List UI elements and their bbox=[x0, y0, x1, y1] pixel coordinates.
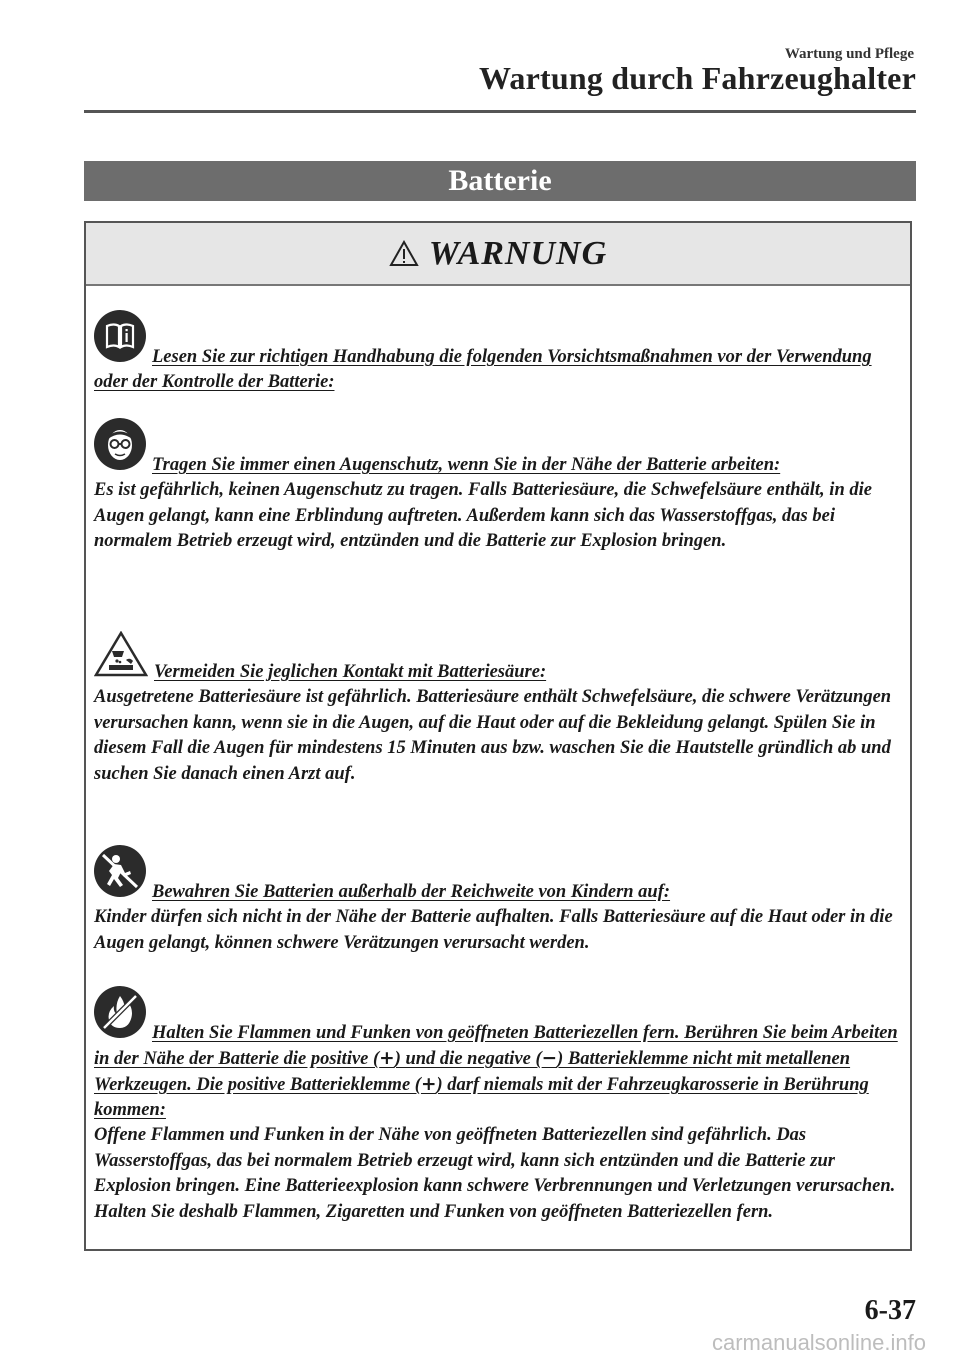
warning-item-battery-acid bbox=[94, 631, 906, 787]
watermark: carmanualsonline.info bbox=[711, 1330, 926, 1355]
item-heading-part: ) und die negative ( bbox=[394, 1049, 542, 1069]
page-title: Wartung durch Fahrzeughalter bbox=[478, 60, 916, 96]
header-divider bbox=[84, 110, 916, 113]
plus-symbol: + bbox=[379, 1048, 395, 1069]
item-body: Es ist gefährlich, keinen Augenschutz zu tragen. Falls Batteriesäure, die Schwefelsäure enthält, in die Augen gelangt, kann eine Erblindung auftreten. Außerdem kann sich das Wasserstoffgas, das bei normalem Betrieb erzeugt wird, entzünden und die Batterie zur Explosion bringen. bbox=[94, 480, 872, 551]
warning-item-eye-protection bbox=[94, 418, 906, 555]
manual-icon bbox=[94, 310, 146, 370]
section-heading: Wartung und Pflege bbox=[784, 46, 914, 62]
warning-item-read-manual bbox=[94, 310, 906, 395]
minus-symbol: − bbox=[541, 1048, 558, 1069]
corrosive-icon bbox=[94, 631, 148, 685]
warning-header bbox=[86, 223, 910, 286]
warning-title: WARNUNG bbox=[428, 234, 608, 272]
warning-box bbox=[84, 221, 912, 1251]
page-number: 6-37 bbox=[864, 1295, 916, 1326]
item-body: Ausgetretene Batteriesäure ist gefährlich. Batteriesäure enthält Schwefelsäure, die schwere Verätzungen verursachen kann, wenn sie in die Augen, auf die Haut oder auf die Bekleidung gelangt. Spülen Sie in diesem Fall die Augen für mindestens 15 Minuten aus bzw. waschen Sie die Hautstelle gründlich ab und suchen Sie danach einen Arzt auf. bbox=[94, 687, 892, 784]
item-heading: Bewahren Sie Batterien außerhalb der Reichweite von Kindern auf: bbox=[152, 882, 671, 902]
plus-symbol: + bbox=[420, 1074, 437, 1095]
warning-item-keep-away-children bbox=[94, 845, 906, 956]
section-banner: Batterie bbox=[84, 161, 916, 201]
item-heading: Tragen Sie immer einen Augenschutz, wenn Sie in der Nähe der Batterie arbeiten: bbox=[152, 455, 781, 475]
keep-away-children-icon bbox=[94, 845, 146, 905]
no-flame-icon bbox=[94, 986, 146, 1046]
warning-triangle-icon bbox=[389, 240, 419, 267]
eye-protection-icon bbox=[94, 418, 146, 478]
item-heading-part: ) darf niemals mit der Fahrzeugkarosserie in Berührung kommen: bbox=[94, 1075, 869, 1120]
item-body: Kinder dürfen sich nicht in der Nähe der Batterie aufhalten. Falls Batteriesäure auf die Haut oder in die Augen gelangt, können schwere Verätzungen verursacht werden. bbox=[94, 907, 893, 953]
item-heading-part: Halten Sie Flammen und Funken von geöffneten Batteriezellen fern. Berühren Sie beim Arbeiten in der Nähe der Batterie die positive ( bbox=[94, 1023, 898, 1069]
item-heading: Vermeiden Sie jeglichen Kontakt mit Batteriesäure: bbox=[154, 662, 547, 682]
warning-item-flames-sparks bbox=[94, 986, 906, 1225]
item-body: Offene Flammen und Funken in der Nähe von geöffneten Batteriezellen sind gefährlich. Das Wasserstoffgas, das bei normalem Betrieb erzeugt wird, kann sich entzünden und die Batterie zur Explosion bringen. Eine Batterieexplosion kann schwere Verbrennungen und Verletzungen verursachen. Halten Sie deshalb Flammen, Zigaretten und Funken von geöffneten Batteriezellen fern. bbox=[94, 1125, 896, 1222]
item-heading-part: ) Batterieklemme nicht mit metallenen Werkzeugen. Die positive Batterieklemme ( bbox=[94, 1049, 851, 1095]
item-heading: Lesen Sie zur richtigen Handhabung die folgenden Vorsichtsmaßnahmen vor der Verwendung oder der Kontrolle der Batterie: bbox=[94, 347, 872, 392]
